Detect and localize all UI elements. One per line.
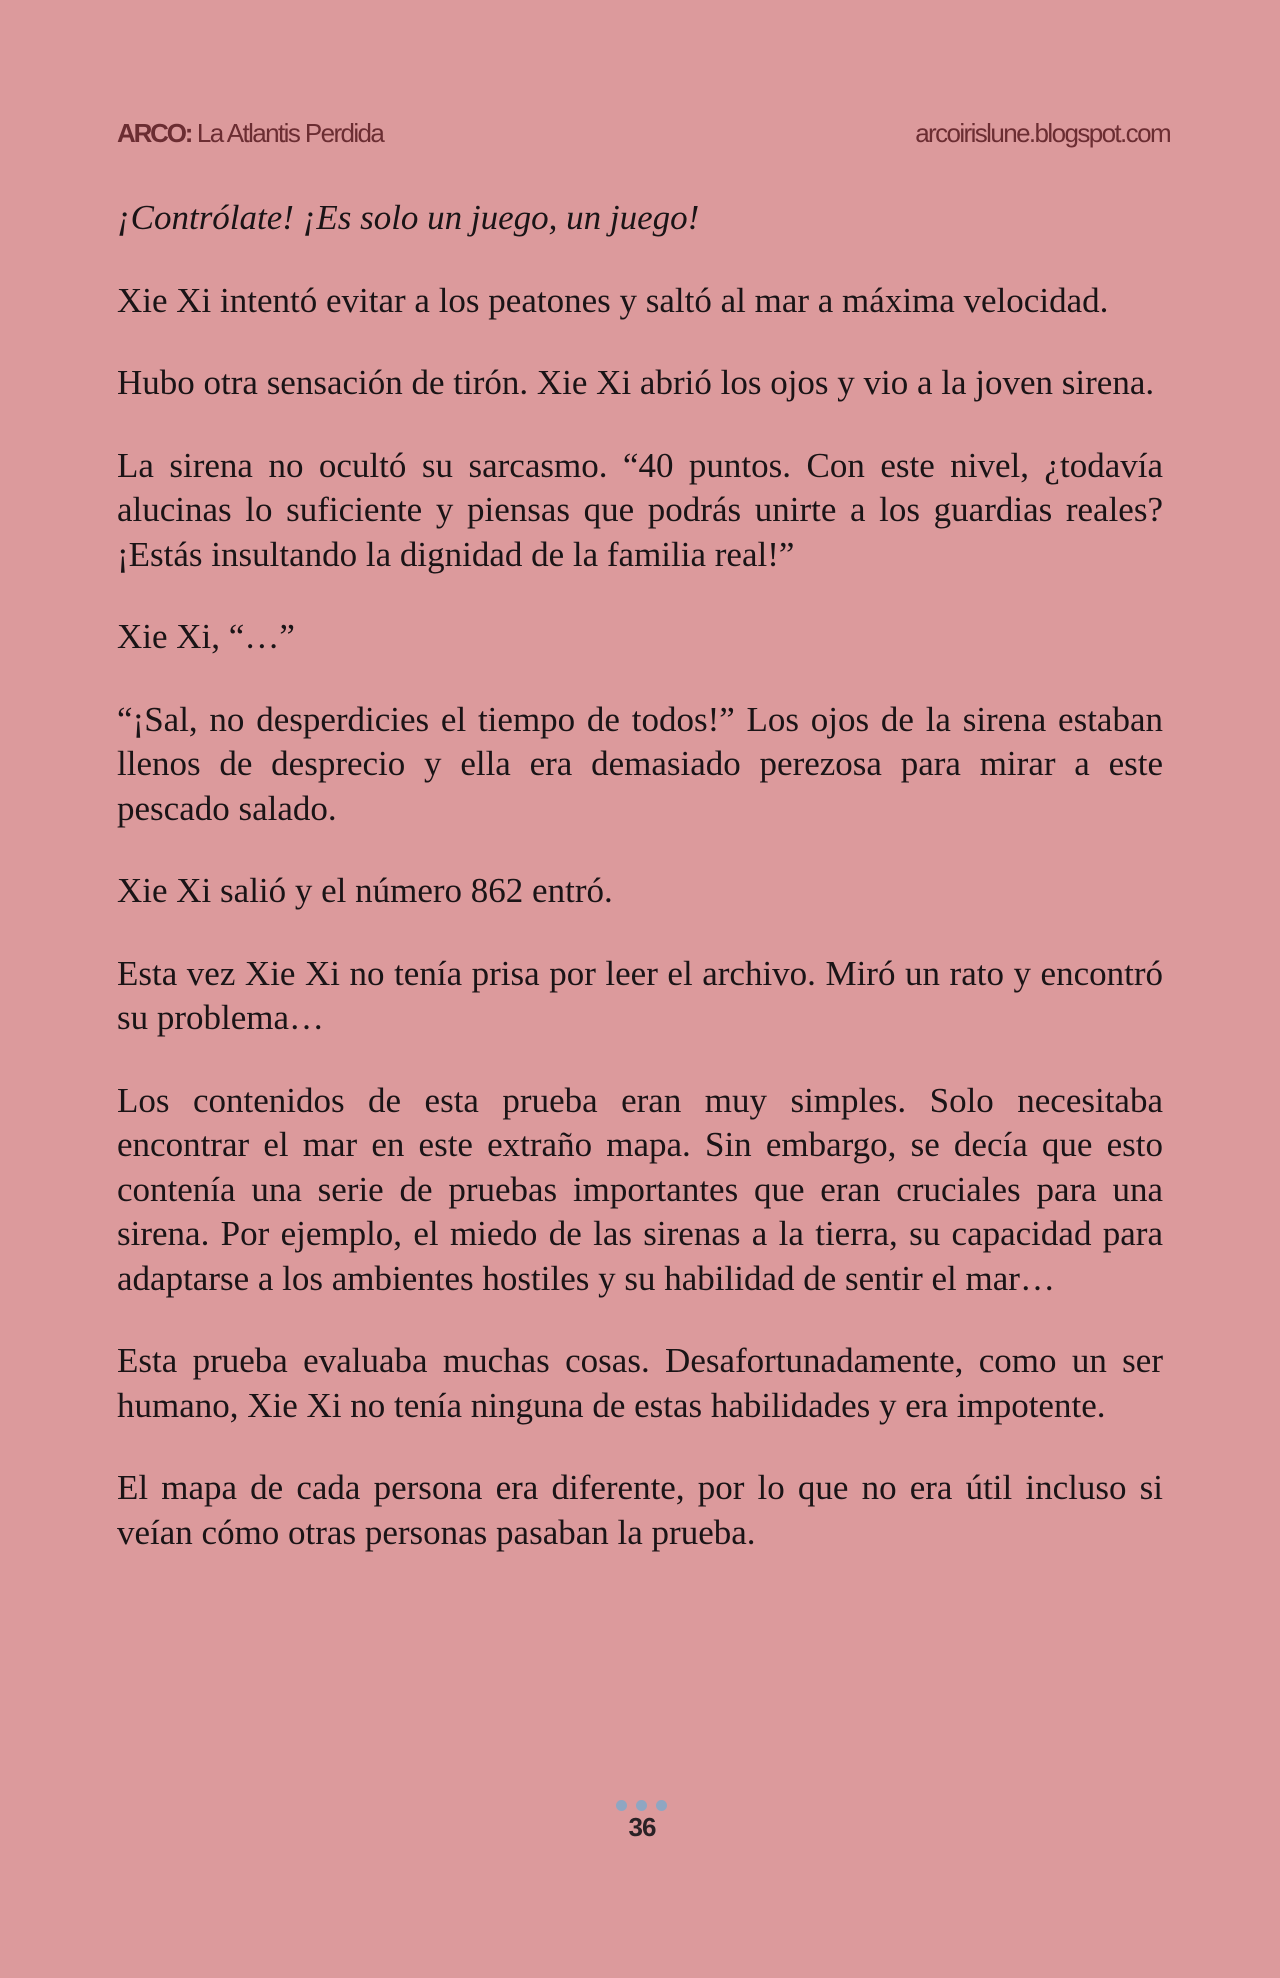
- paragraph: “¡Sal, no desperdicies el tiempo de todos!” Los ojos de la sirena estaban llenos de desprecio y ella era demasiado perezosa para mirar a este pescado salado.: [117, 699, 1163, 828]
- paragraph: Hubo otra sensación de tirón. Xie Xi abrió los ojos y vio a la joven sirena.: [117, 363, 1155, 402]
- book-title-header: [117, 118, 383, 149]
- page-number: 36: [628, 1812, 656, 1842]
- paragraph: La sirena no ocultó su sarcasmo. “40 puntos. Con este nivel, ¿todavía alucinas lo suficiente y piensas que podrás unirte a los guardias reales? ¡Estás insultando la dignidad de la familia real!”: [117, 445, 1163, 574]
- site-url[interactable]: arcoirislune.blogspot.com: [915, 118, 1170, 148]
- ornament-dots: [2, 1800, 1280, 1812]
- dot-icon: [656, 1800, 667, 1811]
- book-title: La Atlantis Perdida: [196, 118, 384, 148]
- dot-icon: [636, 1800, 647, 1811]
- paragraph: Xie Xi, “…”: [117, 617, 295, 656]
- paragraph: Esta vez Xie Xi no tenía prisa por leer el archivo. Miró un rato y encontró su problema…: [117, 953, 1163, 1037]
- paragraph: Xie Xi intentó evitar a los peatones y saltó al mar a máxima velocidad.: [117, 280, 1109, 320]
- paragraph: Xie Xi salió y el número 862 entró.: [117, 871, 613, 910]
- dot-icon: [616, 1800, 627, 1811]
- paragraph: Esta prueba evaluaba muchas cosas. Desafortunadamente, como un ser humano, Xie Xi no tenía ninguna de estas habilidades y era impotente.: [117, 1341, 1163, 1425]
- paragraph: ¡Contrólate! ¡Es solo un juego, un juego!: [117, 198, 700, 237]
- paragraph: El mapa de cada persona era diferente, por lo que no era útil incluso si veían cómo otras personas pasaban la prueba.: [117, 1468, 1163, 1552]
- page-body: [117, 196, 1163, 1593]
- page-header: [117, 118, 1170, 158]
- page-footer: [0, 1800, 1280, 1843]
- paragraph: Los contenidos de esta prueba eran muy simples. Solo necesitaba encontrar el mar en este extraño mapa. Sin embargo, se decía que esto contenía una serie de pruebas importantes que eran cruciales para una sirena. Por ejemplo, el miedo de las sirenas a la tierra, su capacidad para adaptarse a los ambientes hostiles y su habilidad de sentir el mar…: [117, 1080, 1163, 1298]
- brand-label: ARCO:: [117, 118, 192, 148]
